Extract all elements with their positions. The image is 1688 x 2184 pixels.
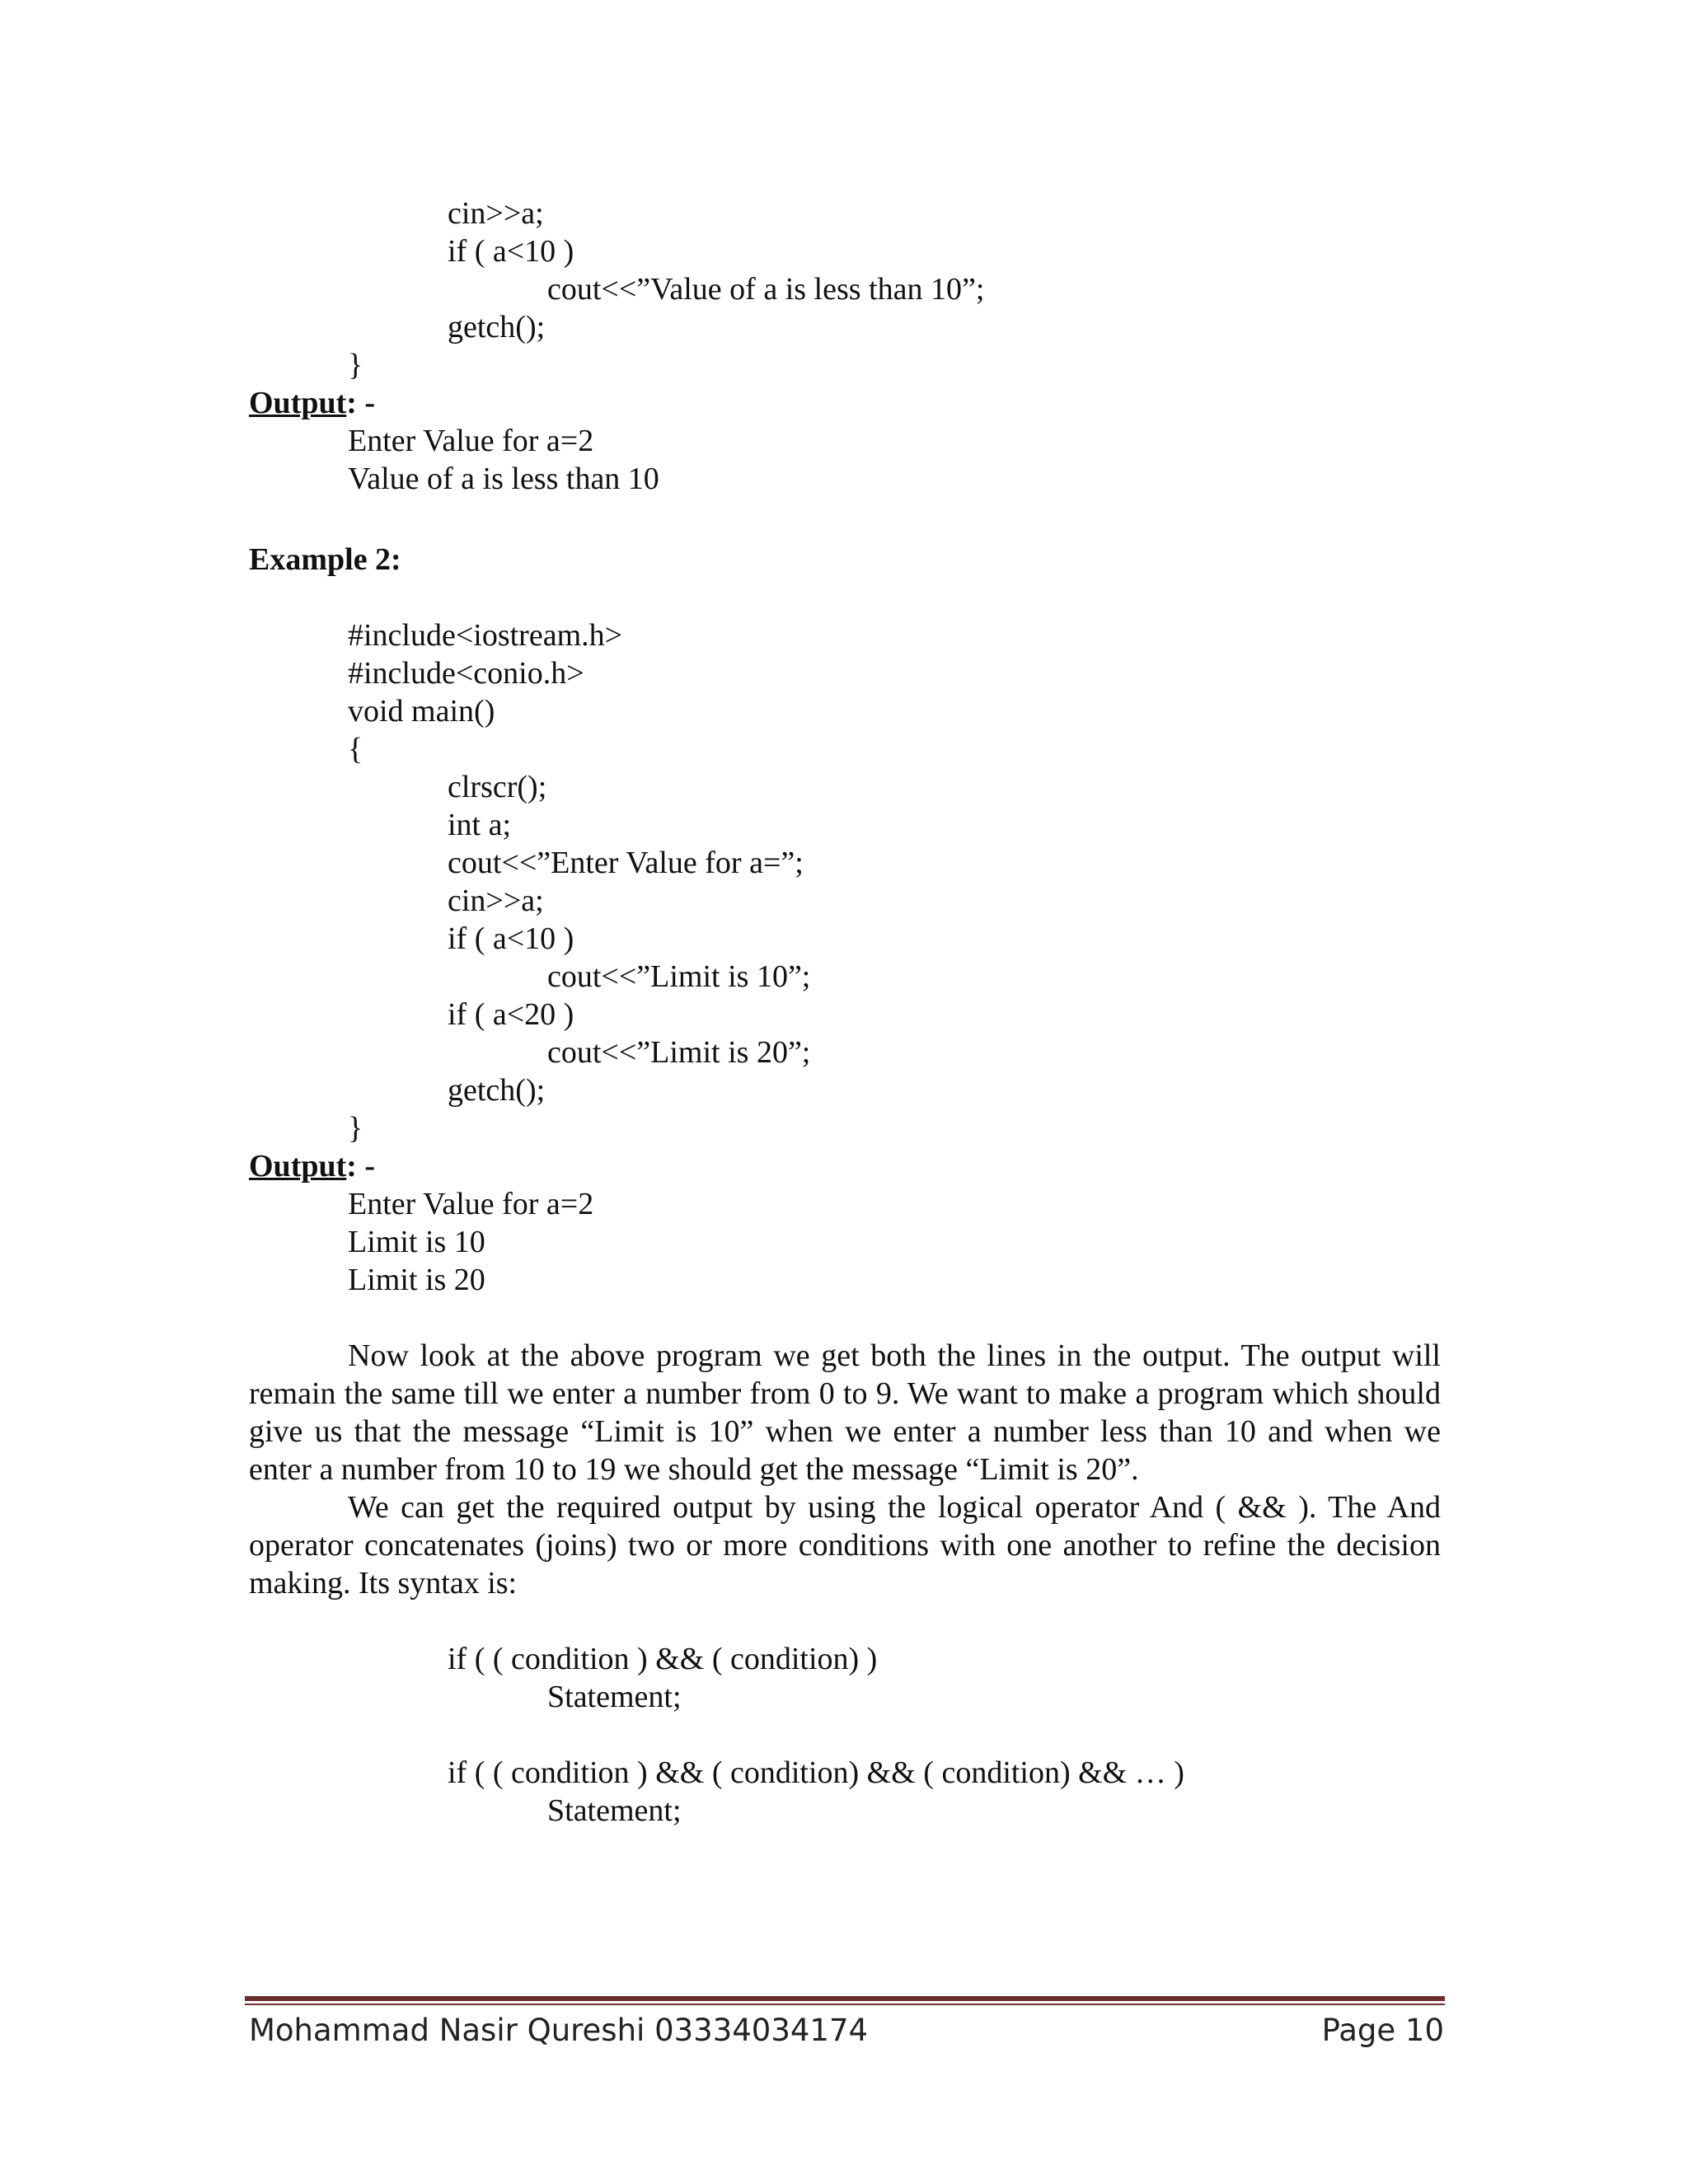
output-label: Output (249, 386, 347, 420)
code-line-cout-prompt: cout<<”Enter Value for a=”; (448, 846, 804, 880)
code-line-cout-20: cout<<”Limit is 20”; (547, 1035, 811, 1070)
output-line: Value of a is less than 10 (348, 462, 659, 496)
code-line-cout: cout<<”Value of a is less than 10”; (547, 272, 985, 307)
output-line: Limit is 20 (348, 1263, 485, 1297)
syntax-line-if-two-conditions: if ( ( condition ) && ( condition) ) (448, 1642, 878, 1676)
example-2-heading: Example 2: (249, 542, 401, 577)
code-brace-open: { (348, 732, 363, 766)
paragraph-text: We can get the required output by using the logical operator And ( && ). The And operator concatenates (joins) two or more conditions with one another to refine the decision making. Its syntax is: (249, 1490, 1441, 1601)
code-line-if: if ( a<10 ) (448, 234, 574, 269)
code-line-cin: cin>>a; (448, 196, 544, 231)
code-line-clrscr: clrscr(); (448, 770, 547, 804)
code-line-main: void main() (348, 694, 495, 729)
footer-rule (245, 1996, 1445, 2001)
code-brace-close: } (348, 348, 363, 382)
code-line-if-10: if ( a<10 ) (448, 921, 574, 956)
code-line-cin: cin>>a; (448, 883, 544, 918)
code-line-include-conio: #include<conio.h> (348, 656, 584, 691)
output-line: Limit is 10 (348, 1225, 485, 1259)
footer-page-number: Page 10 (1321, 2013, 1444, 2048)
code-line-int: int a; (448, 808, 512, 842)
output-line: Enter Value for a=2 (348, 424, 594, 458)
paragraph-and-operator (249, 1488, 1441, 1602)
output-suffix: : - (346, 386, 376, 420)
paragraph-explanation (249, 1337, 1441, 1488)
code-line-if-20: if ( a<20 ) (448, 997, 574, 1032)
paragraph-text: Now look at the above program we get both the lines in the output. The output will remain the same till we enter a number from 0 to 9. We want to make a program which should give us that the message “Limit is 10” when we enter a number less than 10 and when we enter a number from 10 to 19 we should get the message “Limit is 20”. (249, 1338, 1441, 1487)
footer-rule-thin (245, 2004, 1445, 2005)
code-brace-close: } (348, 1111, 363, 1146)
syntax-line-statement: Statement; (547, 1680, 682, 1714)
code-line-getch: getch(); (448, 310, 546, 344)
output-heading-2 (249, 1147, 375, 1185)
syntax-line-statement: Statement; (547, 1793, 682, 1828)
code-line-include-iostream: #include<iostream.h> (348, 618, 623, 653)
code-line-cout-10: cout<<”Limit is 10”; (547, 959, 811, 994)
footer-author: Mohammad Nasir Qureshi 03334034174 (249, 2013, 869, 2048)
syntax-line-if-many-conditions: if ( ( condition ) && ( condition) && ( condition) && … ) (448, 1755, 1184, 1790)
code-line-getch: getch(); (448, 1073, 546, 1108)
output-line: Enter Value for a=2 (348, 1187, 594, 1221)
output-suffix: : - (346, 1149, 376, 1183)
output-label: Output (249, 1149, 347, 1183)
output-heading-1 (249, 384, 375, 422)
